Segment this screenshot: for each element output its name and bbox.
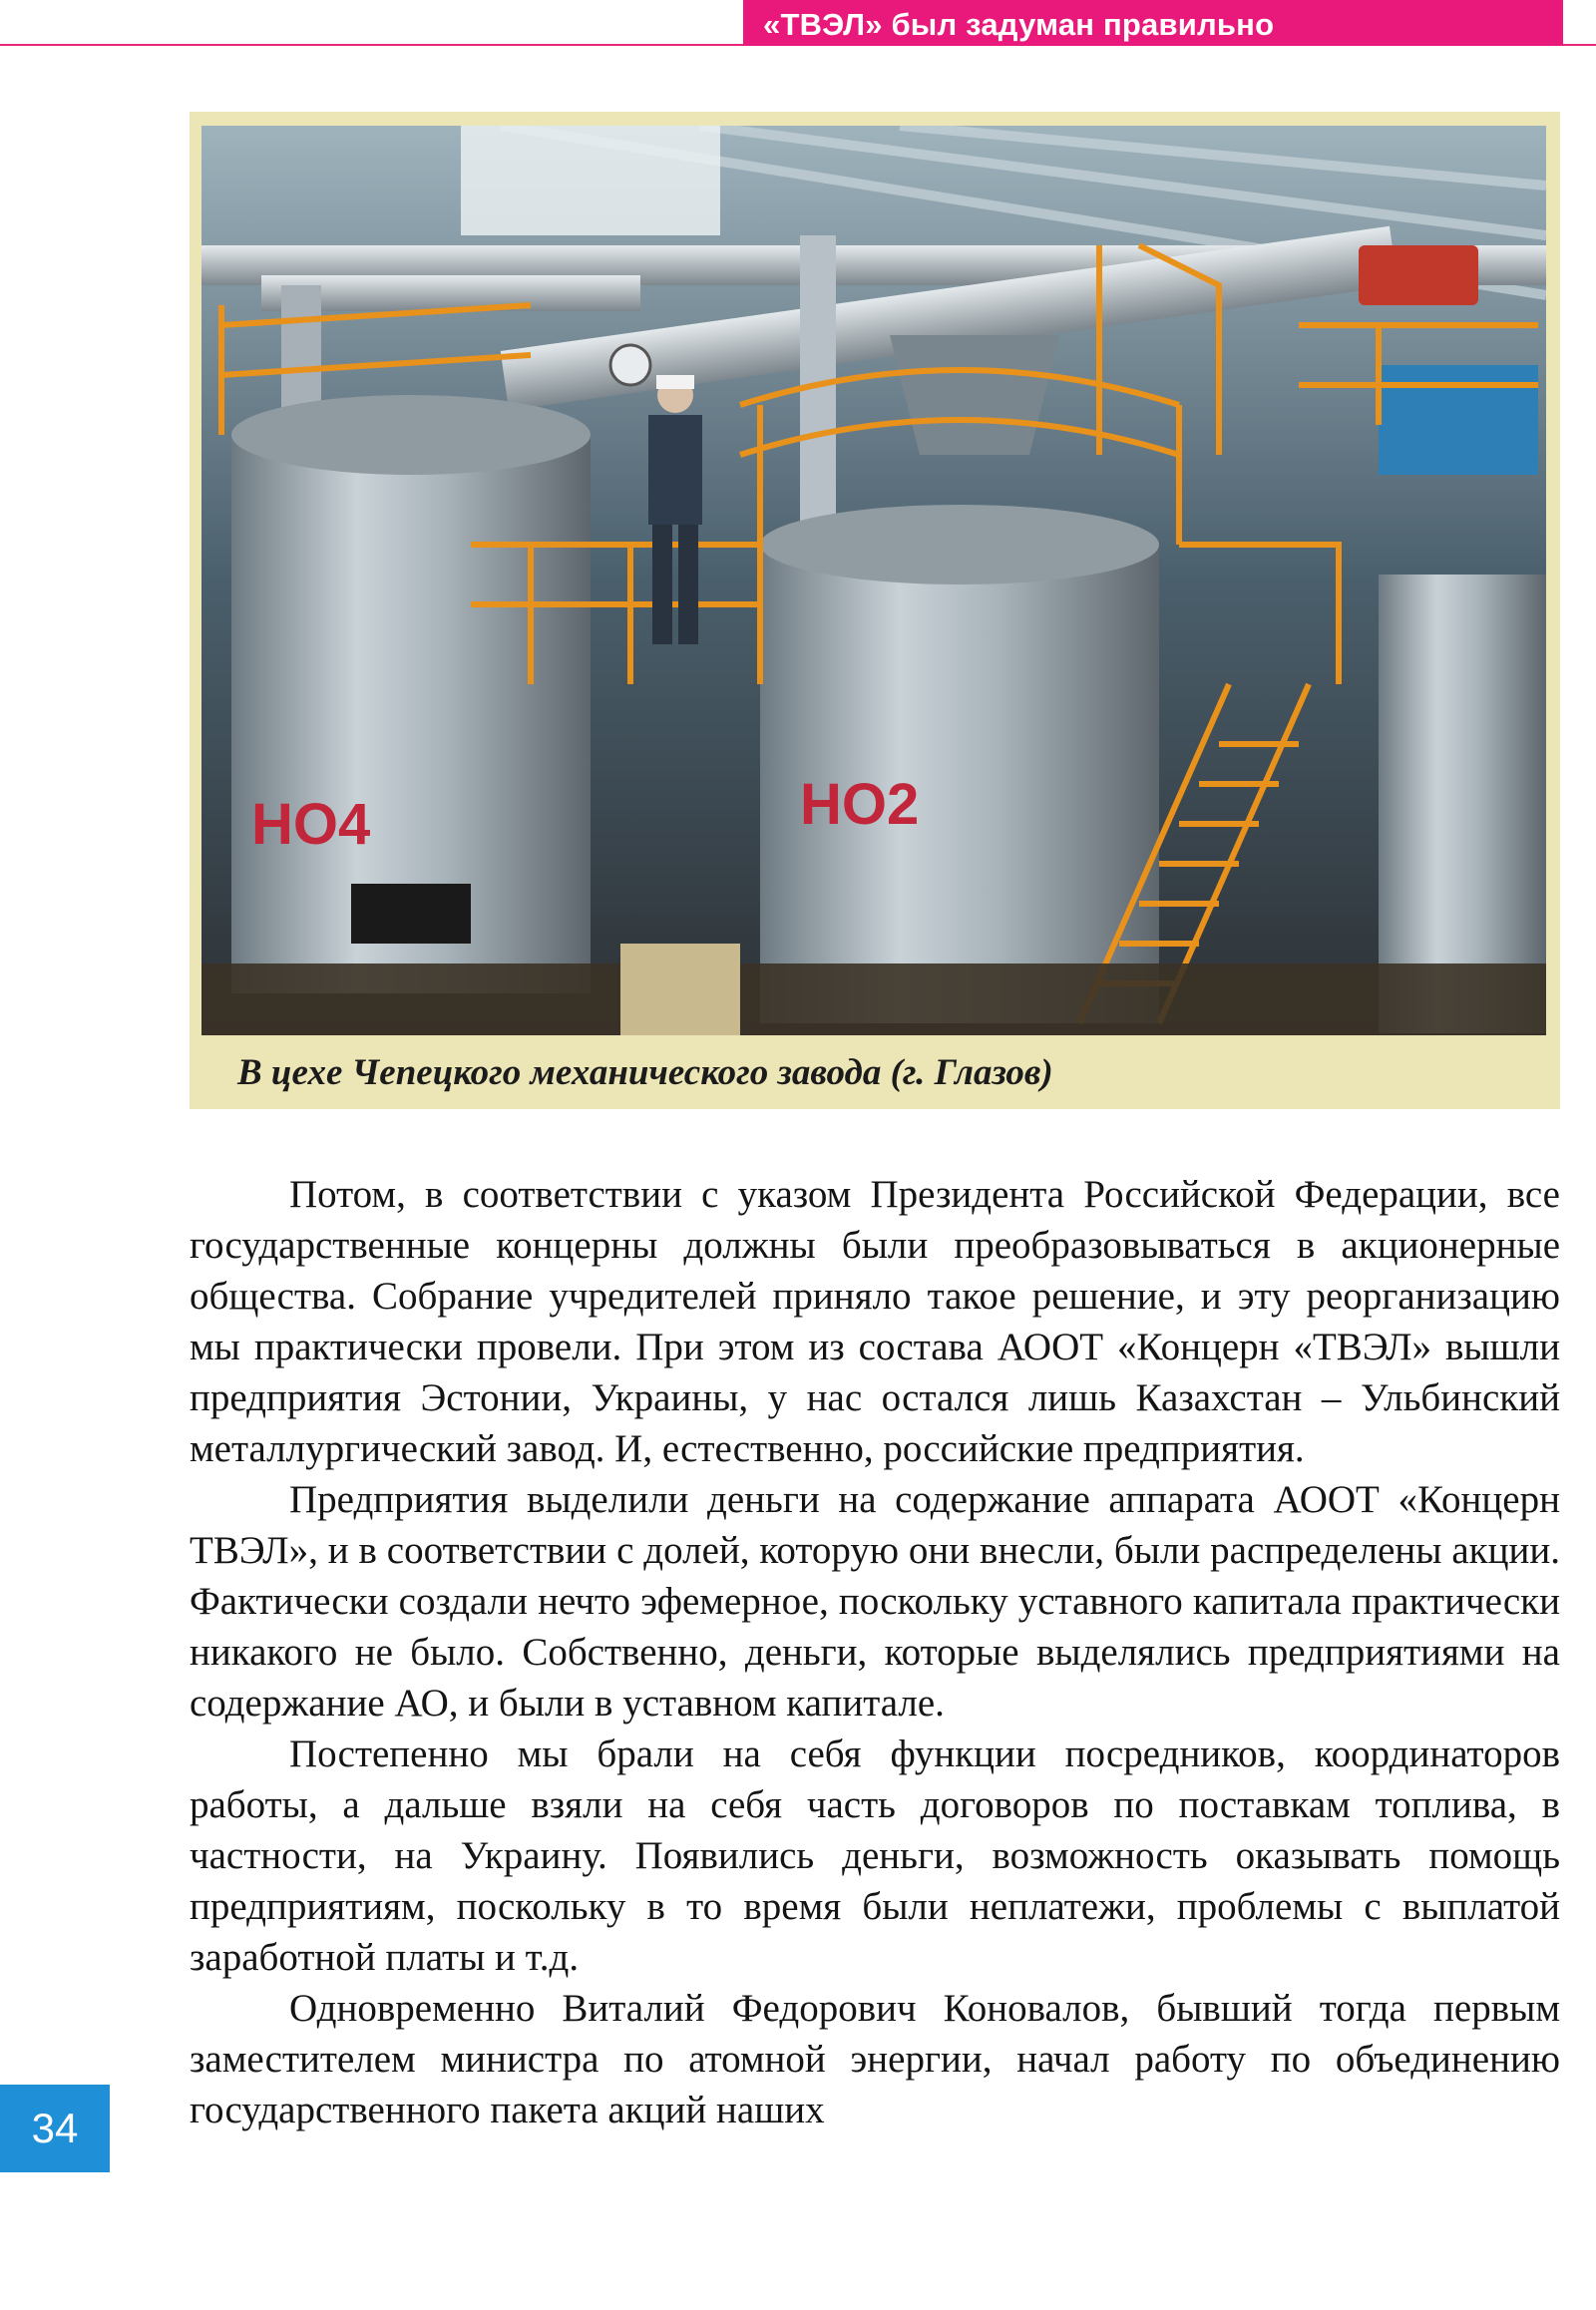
paragraph: Одновременно Виталий Федорович Коновалов, бывший тогда первым заместителем министра по атомной энергии, начал работу по объединению государственного пакета акций наших: [190, 1987, 1560, 2131]
tank-label-left: HO4: [251, 792, 371, 857]
factory-photo: [201, 126, 1546, 1035]
page-number: 34: [0, 2085, 110, 2172]
tank-label-right: HO2: [800, 772, 920, 837]
figure-caption: В цехе Чепецкого механического завода (г. Глазов): [237, 1052, 1053, 1093]
running-header: «ТВЭЛ» был задуман правильно: [743, 0, 1563, 46]
figure: [190, 112, 1560, 1109]
paragraph: Предприятия выделили деньги на содержание аппарата АООТ «Концерн ТВЭЛ», и в соответствии с долей, которую они внесли, были распределены акции. Фактически создали нечто эфемерное, поскольку уставного капитала практически никакого не было. Собственно, деньги, которые выделялись предприятиями на содержание АО, и были в уставном капитале.: [190, 1478, 1560, 1725]
body-text: [190, 1169, 1560, 2135]
paragraph: Потом, в соответствии с указом Президента Российской Федерации, все государственные концерны должны были преобразовываться в акционерные общества. Собрание учредителей приняло такое решение, и эту реорганизацию мы практически провели. При этом из состава АООТ «Концерн «ТВЭЛ» вышли предприятия Эстонии, Украины, у нас остался лишь Казахстан – Ульбинский металлургический завод. И, естественно, российские предприятия.: [190, 1173, 1560, 1470]
paragraph: Постепенно мы брали на себя функции посредников, координаторов работы, а дальше взяли на себя часть договоров по поставкам топлива, в частности, на Украину. Появились деньги, возможность оказывать помощь предприятиям, поскольку в то время были неплатежи, проблемы с выплатой заработной платы и т.д.: [190, 1732, 1560, 1979]
